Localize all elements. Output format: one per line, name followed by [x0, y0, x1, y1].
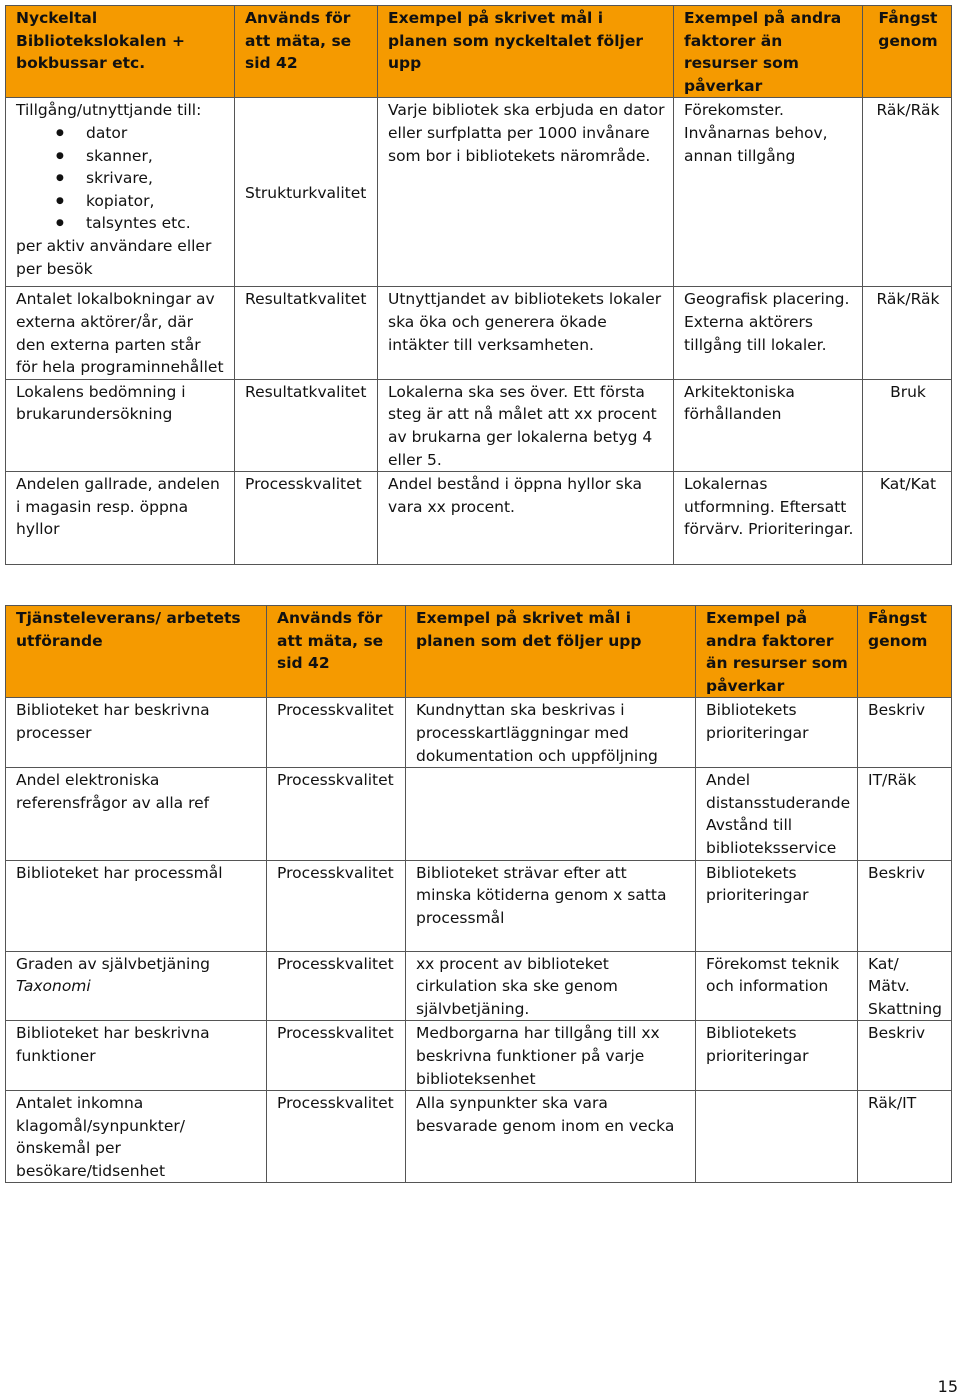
header-measure: Används för att mäta, se sid 42 [235, 6, 378, 98]
capture-cell: Beskriv [858, 860, 952, 951]
kpi-cell: Biblioteket har beskrivna processer [6, 698, 267, 768]
header-goal: Exempel på skrivet mål i planen som det följer upp [406, 606, 696, 698]
goal-cell: xx procent av biblioteket cirkulation ska ske genom självbetjäning. [406, 951, 696, 1021]
header-capture: Fångst genom [863, 6, 952, 98]
capture-cell: Räk/Räk [863, 287, 952, 379]
goal-cell: Medborgarna har tillgång till xx beskrivna funktioner på varje biblioteksenhet [406, 1021, 696, 1091]
kpi-cell: Andelen gallrade, andelen i magasin resp. öppna hyllor [6, 472, 235, 565]
factors-cell: Lokalernas utformning. Eftersatt förvärv. Prioriteringar. [674, 472, 863, 565]
goal-cell: Utnyttjandet av bibliotekets lokaler ska öka och generera ökade intäkter till verksamheten. [378, 287, 674, 379]
factors-cell: Geografisk placering. Externa aktörers tillgång till lokaler. [674, 287, 863, 379]
factors-cell: Bibliotekets prioriteringar [696, 860, 858, 951]
header-capture: Fångst genom [858, 606, 952, 698]
factors-cell: Andel distansstuderande Avstånd till biblioteksservice [696, 768, 858, 860]
capture-cell: IT/Räk [858, 768, 952, 860]
equipment-list [16, 122, 226, 235]
factors-cell: Arkitektoniska förhållanden [674, 379, 863, 471]
measure-cell: Processkvalitet [267, 698, 406, 768]
table-library-premises [5, 5, 952, 565]
factors-cell: Förekomster. Invånarnas behov, annan tillgång [674, 98, 863, 287]
capture-cell: Kat/ Mätv. Skattning [858, 951, 952, 1021]
goal-cell: Kundnyttan ska beskrivas i processkartläggningar med dokumentation och uppföljning [406, 698, 696, 768]
table-row [6, 951, 952, 1021]
goal-cell [406, 768, 696, 860]
table-row [6, 698, 952, 768]
header-factors: Exempel på andra faktorer än resurser som påverkar [674, 6, 863, 98]
kpi-tail: per aktiv användare eller per besök [16, 236, 212, 278]
table-row [6, 98, 952, 287]
capture-cell: Räk/IT [858, 1091, 952, 1183]
list-item: ● talsyntes etc. [86, 212, 226, 235]
kpi-cell: Andel elektroniska referensfrågor av alla ref [6, 768, 267, 860]
factors-cell [696, 1091, 858, 1183]
capture-cell: Kat/Kat [863, 472, 952, 565]
goal-cell: Alla synpunkter ska vara besvarade genom inom en vecka [406, 1091, 696, 1183]
table-row [6, 287, 952, 379]
goal-cell: Lokalerna ska ses över. Ett första steg är att nå målet att xx procent av brukarna ger lokalerna betyg 4 eller 5. [378, 379, 674, 471]
kpi-cell: Biblioteket har beskrivna funktioner [6, 1021, 267, 1091]
kpi-intro: Tillgång/utnyttjande till: [16, 101, 202, 120]
kpi-cell [6, 98, 235, 287]
goal-cell: Varje bibliotek ska erbjuda en dator eller surfplatta per 1000 invånare som bor i bibliotekets närområde. [378, 98, 674, 287]
list-item: ● kopiator, [86, 190, 226, 213]
measure-cell: Resultatkvalitet [235, 287, 378, 379]
factors-cell: Bibliotekets prioriteringar [696, 1021, 858, 1091]
table-header-row [6, 606, 952, 698]
page-number: 15 [937, 1377, 958, 1396]
kpi-cell: Lokalens bedömning i brukarundersökning [6, 379, 235, 471]
header-kpi: Nyckeltal Bibliotekslokalen + bokbussar etc. [6, 6, 235, 98]
measure-cell: Processkvalitet [267, 768, 406, 860]
measure-cell: Processkvalitet [267, 860, 406, 951]
table-row [6, 379, 952, 471]
kpi-cell: Biblioteket har processmål [6, 860, 267, 951]
list-item: ● dator [86, 122, 226, 145]
header-goal: Exempel på skrivet mål i planen som nyckeltalet följer upp [378, 6, 674, 98]
measure-cell: Strukturkvalitet [235, 98, 378, 287]
header-measure: Används för att mäta, se sid 42 [267, 606, 406, 698]
capture-cell: Beskriv [858, 698, 952, 768]
table-row [6, 472, 952, 565]
table-header-row [6, 6, 952, 98]
kpi-italic-note: Taxonomi [16, 977, 91, 996]
capture-cell: Räk/Räk [863, 98, 952, 287]
table-row [6, 860, 952, 951]
capture-cell: Beskriv [858, 1021, 952, 1091]
factors-cell: Bibliotekets prioriteringar [696, 698, 858, 768]
measure-cell: Processkvalitet [267, 951, 406, 1021]
table-service-delivery [5, 605, 952, 1183]
kpi-cell [6, 951, 267, 1021]
measure-cell: Processkvalitet [267, 1091, 406, 1183]
capture-cell: Bruk [863, 379, 952, 471]
measure-cell: Resultatkvalitet [235, 379, 378, 471]
header-factors: Exempel på andra faktorer än resurser som påverkar [696, 606, 858, 698]
goal-cell: Biblioteket strävar efter att minska kötiderna genom x satta processmål [406, 860, 696, 951]
kpi-text: Graden av självbetjäning [16, 954, 211, 973]
header-kpi: Tjänsteleverans/ arbetets utförande [6, 606, 267, 698]
table-row [6, 1021, 952, 1091]
kpi-cell: Antalet lokalbokningar av externa aktörer/år, där den externa parten står för hela programinnehållet [6, 287, 235, 379]
factors-cell: Förekomst teknik och information [696, 951, 858, 1021]
goal-cell: Andel bestånd i öppna hyllor ska vara xx procent. [378, 472, 674, 565]
table-row [6, 1091, 952, 1183]
list-item: ● skanner, [86, 145, 226, 168]
measure-cell: Processkvalitet [267, 1021, 406, 1091]
kpi-cell: Antalet inkomna klagomål/synpunkter/önskemål per besökare/tidsenhet [6, 1091, 267, 1183]
table-row [6, 768, 952, 860]
measure-cell: Processkvalitet [235, 472, 378, 565]
list-item: ● skrivare, [86, 167, 226, 190]
